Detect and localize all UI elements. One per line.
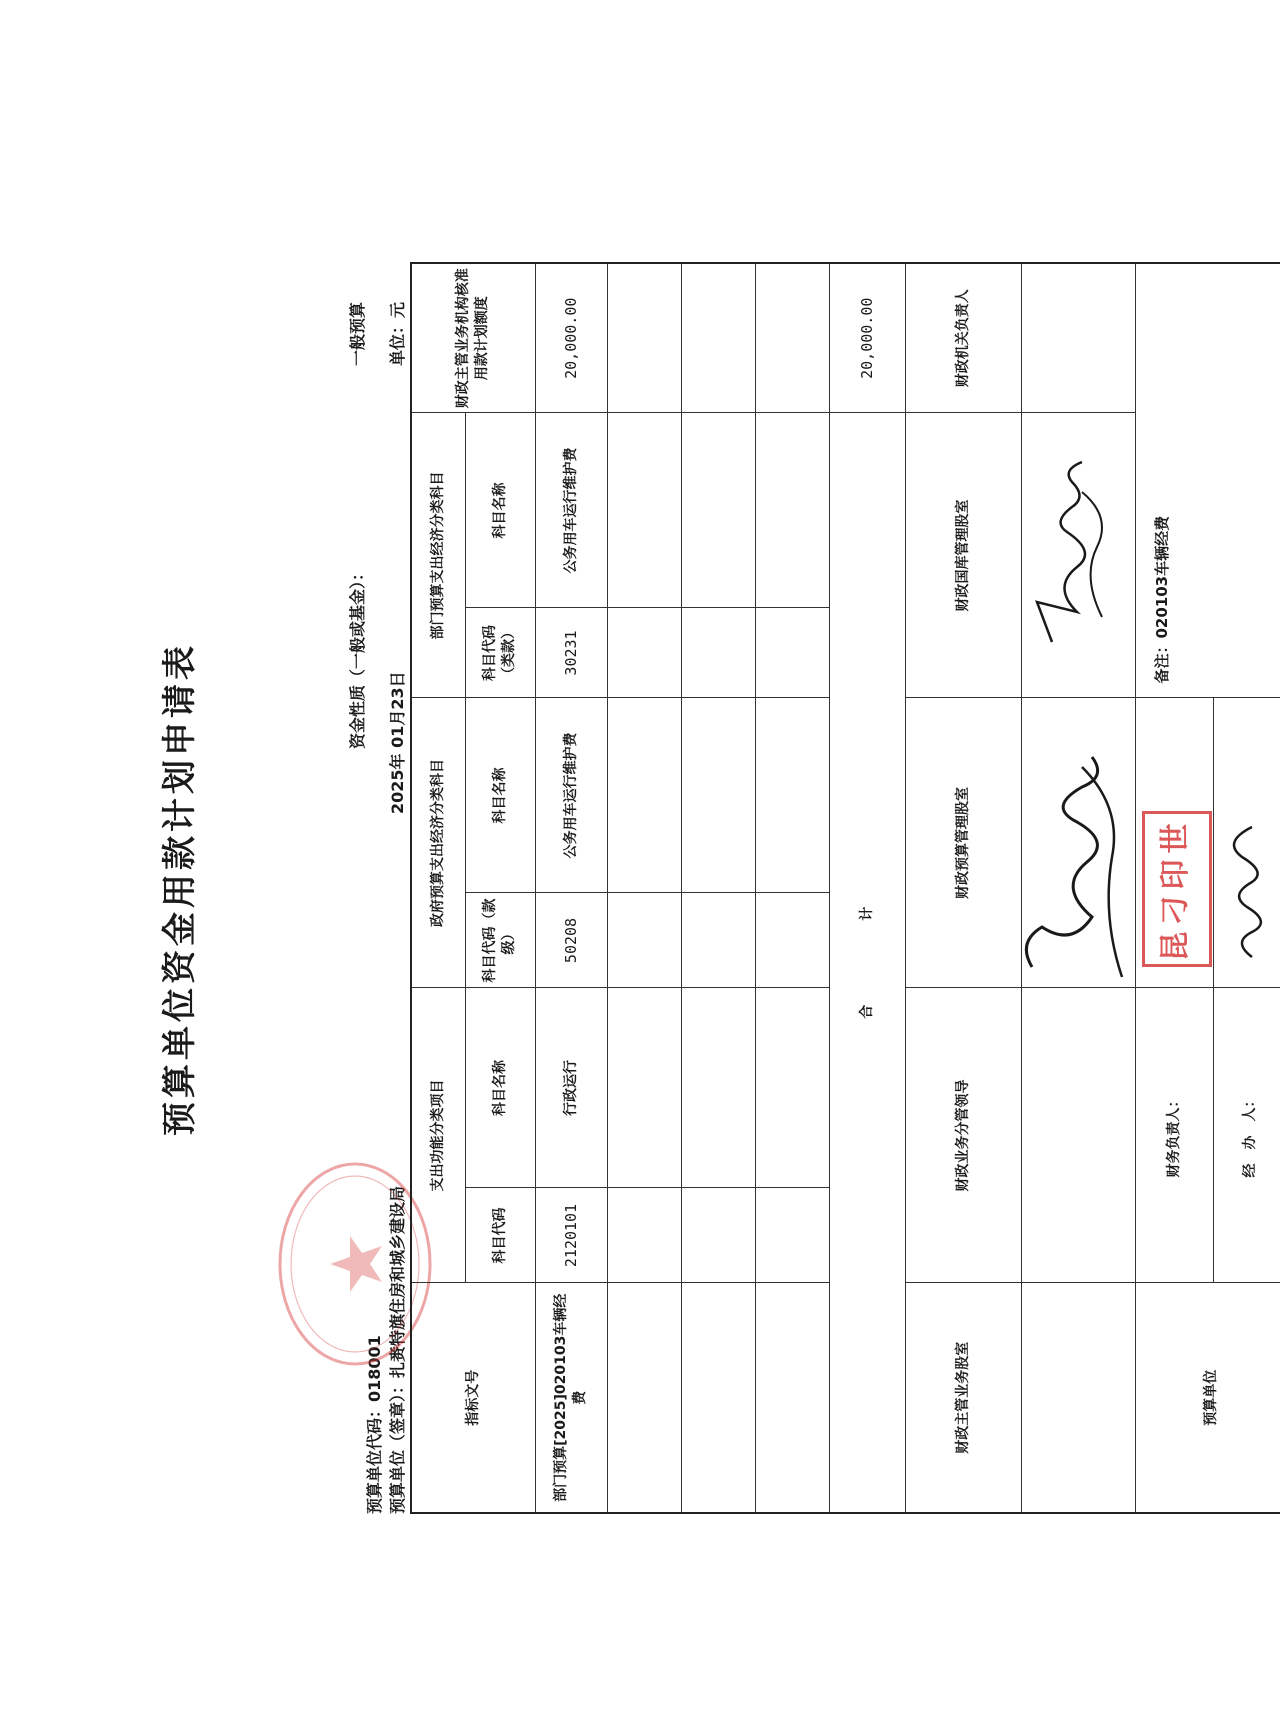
rotated-form-sheet [140,264,1258,1514]
sign-finance-head: 财政机关负责人 [905,263,1021,413]
finance-manager-label: 财务负责人： [1135,988,1213,1283]
row-gov-name: 公务用车运行维护费 [535,698,607,893]
row-dept-code: 30231 [535,608,607,698]
signature-business-leader [1021,988,1135,1283]
row-dept-name: 公务用车运行维护费 [535,413,607,608]
signature-header-row [905,263,1021,1513]
finance-manager-seal-cell [1135,698,1213,988]
signature-business-dept [1021,1283,1135,1513]
row-gov-code: 50208 [535,893,607,988]
empty-row [755,263,829,1513]
row-func-name: 行政运行 [535,988,607,1188]
signature-finance-head [1021,263,1135,413]
sign-treasury-dept: 财政国库管理股室 [905,413,1021,698]
unit-name: 预算单位（签章）：扎赉特旗住房和城乡建设局 [388,1185,407,1514]
unit-label: 预算单位 [1202,1369,1219,1426]
unit-label-cell [1135,1283,1280,1513]
remark-cell [1135,263,1280,698]
fund-plan-table [410,262,1280,1514]
form-date: 2025年 01月23日 [388,671,407,814]
header-dept-econ-group: 部门预算支出经济分类科目 [411,413,465,698]
signature-row [1021,263,1135,1513]
total-label: 合 计 [829,413,905,1513]
empty-row [681,263,755,1513]
header-gov-code: 科目代码（款级） [465,893,535,988]
header-func-name: 科目名称 [465,988,535,1188]
header-function-group: 支出功能分类项目 [411,988,465,1283]
header-approved-amount: 财政主管业务机构核准用款计划额度 [411,263,535,413]
unit-sign-row [1135,263,1213,1513]
total-amount: 20,000.00 [829,263,905,413]
currency-unit: 单位：元 [388,301,407,366]
row-func-code: 2120101 [535,1188,607,1283]
fund-type: 一般预算 [348,301,367,366]
form-title: 预算单位资金用款计划申请表 [160,642,200,1136]
unit-code: 预算单位代码：018001 [365,1335,384,1514]
header-dept-name: 科目名称 [465,413,535,608]
header-gov-name: 科目名称 [465,698,535,893]
signature-budget-dept [1021,698,1135,988]
empty-row [607,263,681,1513]
table-row [535,263,607,1513]
header-dept-code: 科目代码（类款） [465,608,535,698]
sign-business-leader: 财政业务分管领导 [905,988,1021,1283]
sign-business-dept: 财政主管业务股室 [905,1283,1021,1513]
total-row [829,263,905,1513]
header-doc-no: 指标文号 [411,1283,535,1513]
sign-budget-dept: 财政预算管理股室 [905,698,1021,988]
row-amount: 20,000.00 [535,263,607,413]
signature-treasury-dept [1021,413,1135,698]
handler-label: 经 办 人： [1213,988,1280,1283]
handwritten-signature [1017,458,1137,658]
handler-signature-cell [1213,698,1280,988]
personal-seal: 昆刁印世 [1142,812,1212,968]
remark-text: 备注：020103车辆经费 [1152,515,1171,684]
fund-nature-label: 资金性质（一般或基金）： [348,564,367,749]
handwritten-signature [1222,808,1280,968]
handwritten-signature [1002,738,1152,998]
header-func-code: 科目代码 [465,1188,535,1283]
row-doc-no: 部门预算[2025]020103车辆经费 [535,1283,607,1513]
header-gov-econ-group: 政府预算支出经济分类科目 [411,698,465,988]
